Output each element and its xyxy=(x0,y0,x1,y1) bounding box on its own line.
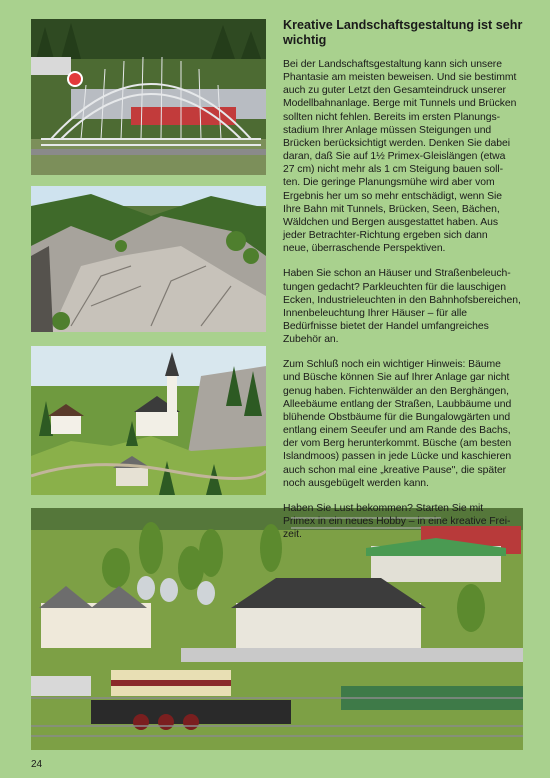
text-line: entlang einem Seeufer und am Rande des Bachs, xyxy=(283,425,511,437)
text-line: blühende Obstbäume für die Bungalowgärten und xyxy=(283,411,511,423)
text-line: Haben Sie Lust bekommen? Starten Sie mit xyxy=(283,502,484,514)
text-line: ten. Die geringe Planungsmühe wird aber vom xyxy=(283,177,495,189)
text-line: Ihre Bahn mit Tunnels, Brücken, Seen, Bächen, xyxy=(283,203,500,215)
text-line: Brücken berücksichtigt werden. Denken Sie dabei xyxy=(283,137,510,149)
text-line: Phantasie am meisten beweisen. Und sie bestimmt xyxy=(283,72,517,84)
text-line: noch ausgebügelt werden kann. xyxy=(283,477,429,489)
text-line: Innenbeleuchtung Ihrer Häuser – für alle xyxy=(283,307,467,319)
paragraph-lighting xyxy=(283,267,523,346)
text-line: Islandmoos) passen in jede Lücke und kaschieren xyxy=(283,451,512,463)
text-line: genug haben. Fichtenwälder an den Berghängen, xyxy=(283,385,509,397)
text-line: Alleebäume entlang der Straßen, Laubbäume und xyxy=(283,398,512,410)
text-line: und Büsche können Sie auf Ihrer Anlage gar nicht xyxy=(283,372,510,384)
chapel-village-photo xyxy=(31,346,266,495)
rock-cliff-photo xyxy=(31,186,266,332)
paragraph-closing xyxy=(283,502,523,541)
page-number: 24 xyxy=(31,759,43,770)
text-line: zeit. xyxy=(283,529,302,541)
text-line: der vom Berg herunterkommt. Büsche (am besten xyxy=(283,438,512,450)
heading-line: Kreative Landschaftsgestaltung ist sehr xyxy=(283,18,523,32)
article-heading xyxy=(283,18,523,48)
text-line: tungen gedacht? Parkleuchten für die lauschigen xyxy=(283,281,506,293)
text-line: Haben Sie schon an Häuser und Straßenbeleuch- xyxy=(283,268,511,280)
heading-line: wichtig xyxy=(283,33,327,47)
text-line: jeder Betrachter-Richtung ergeben sich dann xyxy=(283,230,488,242)
text-line: neue, überraschende Perspektiven. xyxy=(283,243,446,255)
text-line: Modellbahnanlage. Berge mit Tunnels und Brücken xyxy=(283,98,517,110)
text-line: Wäldchen und Bergen ausgestattet haben. Aus xyxy=(283,216,499,228)
text-line: auch schon mal eine „kreative Pause", die später xyxy=(283,464,507,476)
text-line: Zubehör an. xyxy=(283,334,339,346)
text-line: auch zu guter Letzt den Gesamteindruck unserer xyxy=(283,85,506,97)
text-line: stadium Ihrer Anlage müssen Steigungen und xyxy=(283,124,492,136)
text-line: 27 cm) nicht mehr als 1 cm Steigung bauen soll- xyxy=(283,164,503,176)
text-line: daran, daß Sie auf 1½ Primex-Gleislängen (etwa xyxy=(283,151,506,163)
bridge-train-photo xyxy=(31,19,266,175)
article-text-column xyxy=(283,18,523,553)
paragraph-trees xyxy=(283,358,523,490)
text-line: Bedürfnisse bietet der Handel umfangreiches xyxy=(283,320,489,332)
text-line: Ergebnis her um so mehr entschädigt, wenn Sie xyxy=(283,190,502,202)
text-line: Primex in ein neues Hobby – in eine kreative Frei- xyxy=(283,516,511,527)
paragraph-landscape xyxy=(283,58,523,255)
text-line: Zum Schluß noch ein wichtiger Hinweis: Bäume xyxy=(283,359,501,371)
text-line: Ecken, Industrieleuchten in den Bahnhofsbereichen, xyxy=(283,294,521,306)
text-line: sollten nicht fehlen. Bereits im ersten Planungs- xyxy=(283,111,501,123)
text-line: Bei der Landschaftsgestaltung kann sich unsere xyxy=(283,59,502,70)
